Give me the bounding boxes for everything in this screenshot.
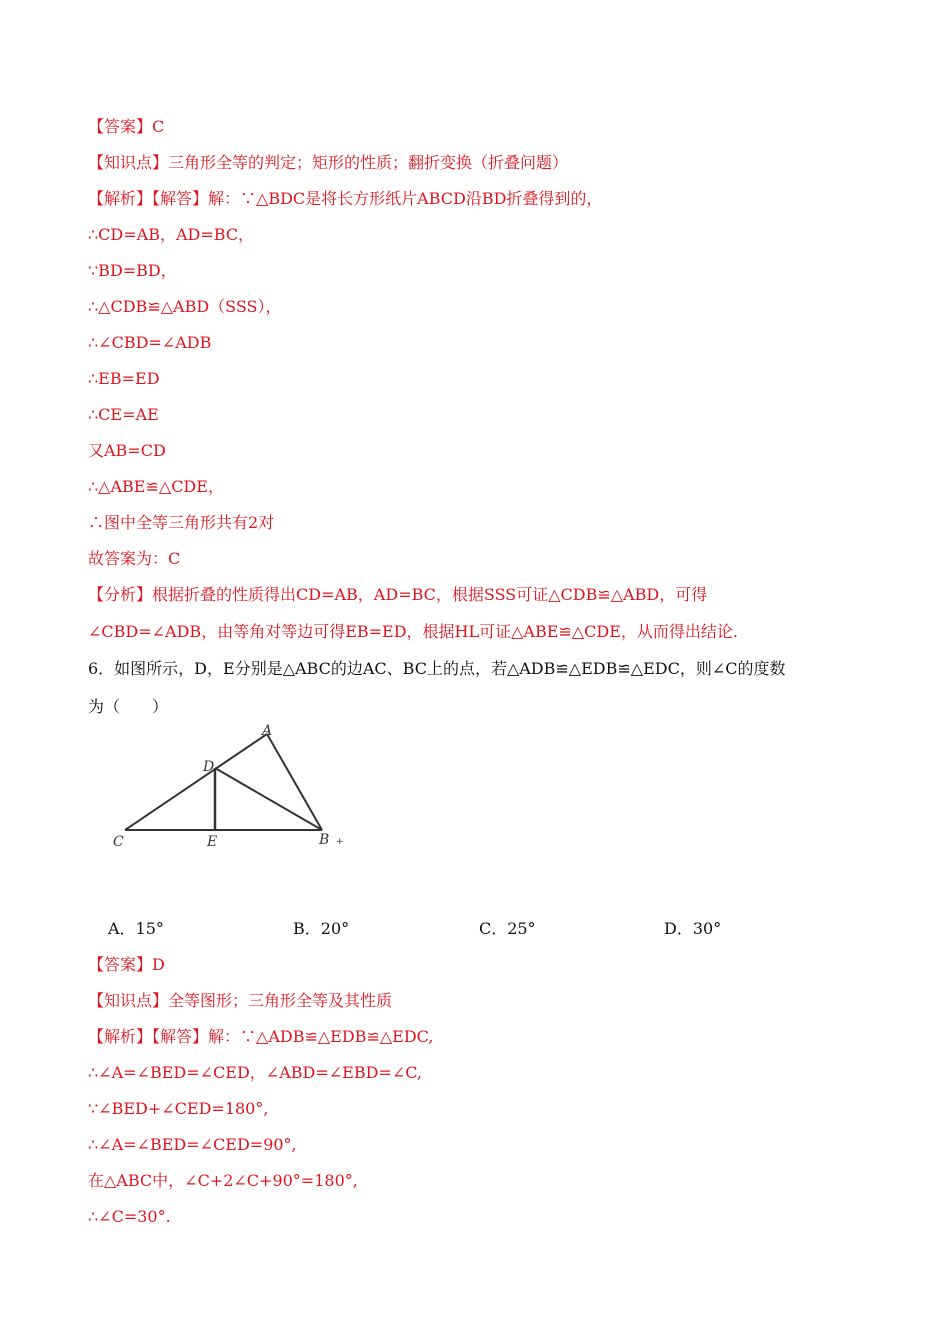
q5-solution-line: ∴∠CBD=∠ADB: [88, 333, 212, 352]
q5-solution-line: ∴EB=ED: [88, 369, 160, 388]
label-B: B: [319, 832, 330, 848]
q5-solution-line: 又AB=CD: [88, 441, 166, 460]
analysis-note-text: 根据折叠的性质得出CD=AB，AD=BC，根据SSS可证△CDB≌△ABD，可得: [152, 585, 708, 604]
knowledge-tag: 【知识点】: [88, 991, 169, 1010]
answer-tag: 【答案】: [88, 955, 153, 974]
q5-solution-line: ∴图中全等三角形共有2对: [88, 513, 275, 532]
q5-answer: [88, 116, 164, 138]
knowledge-tag: 【知识点】: [88, 153, 169, 172]
anchor-mark: +: [336, 837, 344, 847]
label-D: D: [203, 759, 215, 775]
q5-solution-line: 故答案为：C: [88, 549, 181, 568]
q5-analysis: [88, 584, 707, 606]
q5-analysis-line2: ∠CBD=∠ADB，由等角对等边可得EB=ED，根据HL可证△ABE≌△CDE，从而得出结论.: [88, 622, 738, 641]
option-c: C．25°: [479, 919, 536, 938]
q6-solution-line: [88, 1026, 433, 1048]
option-a: A．15°: [108, 919, 164, 938]
segment-CA: [125, 734, 267, 830]
analysis-tag: 【解析】【解答】: [88, 1027, 209, 1046]
q6-solution-line: ∴∠C=30°.: [88, 1207, 171, 1226]
analysis-tag: 【解析】【解答】: [88, 189, 209, 208]
label-E: E: [207, 834, 218, 850]
q6-solution-line: ∴∠A=∠BED=∠CED，∠ABD=∠EBD=∠C,: [88, 1063, 422, 1082]
option-d: D．30°: [664, 919, 722, 938]
segment-DB: [215, 768, 322, 830]
q6-answer: [88, 954, 165, 976]
q5-solution-line: ∴△CDB≌△ABD（SSS），: [88, 297, 282, 316]
option-b: B．20°: [293, 919, 350, 938]
q5-solution-line: ∵BD=BD，: [88, 261, 177, 280]
q5-solution-line: ∴CD=AB，AD=BC，: [88, 225, 255, 244]
q5-solution-line: ∴△ABE≌△CDE，: [88, 477, 224, 496]
knowledge-value: 全等图形；三角形全等及其性质: [168, 991, 393, 1010]
q6-stem-line2: 为（ ）: [88, 697, 169, 716]
label-A: A: [262, 723, 273, 739]
triangle-figure: [100, 720, 360, 860]
q6-solution-line: 在△ABC中，∠C+2∠C+90°=180°,: [88, 1171, 358, 1190]
answer-value: C: [152, 117, 165, 136]
segment-AB: [267, 734, 322, 830]
solution-text: 解：∵△ADB≌△EDB≌△EDC,: [208, 1027, 434, 1046]
analysis-note-tag: 【分析】: [88, 585, 153, 604]
q5-solution-line: ∴CE=AE: [88, 405, 159, 424]
knowledge-value: 三角形全等的判定；矩形的性质；翻折变换（折叠问题）: [168, 153, 569, 172]
q5-solution-line: [88, 188, 602, 210]
q6-solution-line: ∴∠A=∠BED=∠CED=90°,: [88, 1135, 297, 1154]
q6-solution-line: ∵∠BED+∠CED=180°,: [88, 1099, 269, 1118]
q6-stem: 6．如图所示，D，E分别是△ABC的边AC、BC上的点，若△ADB≌△EDB≌△EDC，则∠C的度数: [88, 659, 786, 678]
solution-text: 解：∵△BDC是将长方形纸片ABCD沿BD折叠得到的，: [208, 189, 603, 208]
answer-tag: 【答案】: [88, 117, 153, 136]
q5-knowledge: [88, 152, 568, 174]
label-C: C: [113, 834, 124, 850]
q6-knowledge: [88, 990, 392, 1012]
answer-value: D: [152, 955, 165, 974]
